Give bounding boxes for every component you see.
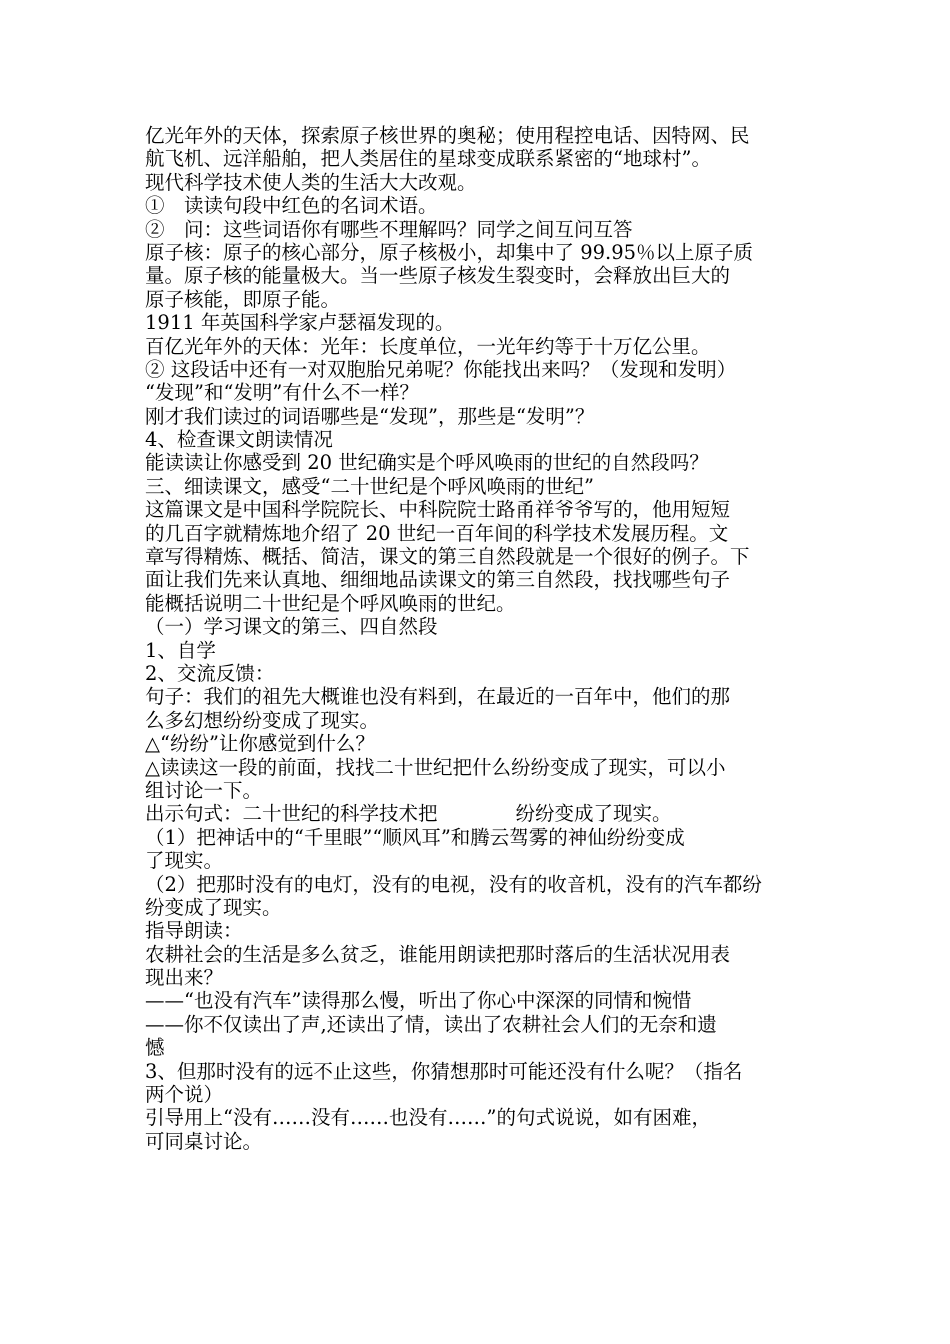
list-item: 1、自学: [145, 638, 216, 662]
text-line: 刚才我们读过的词语哪些是“发现”，那些是“发明”？: [145, 404, 595, 428]
list-item: ② 问：这些词语你有哪些不理解吗？同学之间互问互答: [145, 217, 633, 241]
text-line: 原子核：原子的核心部分，原子核极小，却集中了 99.95％以上原子质: [145, 240, 754, 264]
text-line: 了现实。: [145, 849, 224, 873]
section-heading: 4、检查课文朗读情况: [145, 428, 333, 452]
text-line: 能读读让你感受到 20 世纪确实是个呼风唤雨的世纪的自然段吗？: [145, 451, 709, 475]
text-line: △读读这一段的前面，找找二十世纪把什么纷纷变成了现实，可以小: [145, 755, 726, 779]
text-line: 亿光年外的天体，探索原子核世界的奥秘；使用程控电话、因特网、民: [145, 124, 750, 147]
text-line: 组讨论一下。: [145, 778, 263, 802]
text-line: 现出来？: [145, 966, 224, 990]
text-line: ——“也没有汽车”读得那么慢，听出了你心中深深的同情和惋惜: [145, 989, 692, 1013]
section-heading: （一）学习课文的第三、四自然段: [145, 615, 438, 639]
text-line: “发现”和“发明”有什么不一样？: [145, 381, 419, 405]
text-line: △“纷纷”让你感觉到什么？: [145, 732, 375, 756]
list-item: 3、但那时没有的远不止这些，你猜想那时可能还没有什么呢？（指名: [145, 1059, 743, 1083]
text-line: ② 这段话中还有一对双胞胎兄弟呢？你能找出来吗？（发现和发明）: [145, 357, 737, 381]
list-item: （1）把神话中的“千里眼”“顺风耳”和腾云驾雾的神仙纷纷变成: [145, 825, 685, 849]
document-page: [145, 124, 810, 1153]
text-line: 纷变成了现实。: [145, 895, 282, 919]
list-item: （2）把那时没有的电灯，没有的电视，没有的收音机，没有的汽车都纷: [145, 872, 762, 896]
text-line: 的几百字就精炼地介绍了 20 世纪一百年间的科学技术发展历程。文: [145, 521, 729, 545]
text-line: 现代科学技术使人类的生活大大改观。: [145, 170, 477, 194]
text-line: 憾: [145, 1036, 165, 1060]
list-item: 2、交流反馈：: [145, 661, 275, 685]
list-item: ① 读读句段中红色的名词术语。: [145, 194, 438, 218]
text-line: 这篇课文是中国科学院院长、中科院院士路甬祥爷爷写的，他用短短: [145, 498, 731, 522]
section-heading: 三、细读课文，感受“二十世纪是个呼风唤雨的世纪”: [145, 474, 594, 498]
text-line: ——你不仅读出了声,还读出了情，读出了农耕社会人们的无奈和遗: [145, 1012, 717, 1036]
text-line: 航飞机、远洋船舶，把人类居住的星球变成联系紧密的“地球村”。: [145, 147, 711, 171]
text-line: 面让我们先来认真地、细细地品读课文的第三自然段，找找哪些句子: [145, 568, 731, 592]
text-line: 引导用上“没有……没有……也没有……”的句式说说，如有困难，: [145, 1106, 711, 1130]
text-line: 1911 年英国科学家卢瑟福发现的。: [145, 311, 455, 335]
text-line: 章写得精炼、概括、简洁，课文的第三自然段就是一个很好的例子。下: [145, 545, 750, 569]
text-line: 句子：我们的祖先大概谁也没有料到，在最近的一百年中，他们的那: [145, 685, 731, 709]
text-line: 指导朗读：: [145, 919, 243, 943]
text-line: 能概括说明二十世纪是个呼风唤雨的世纪。: [145, 591, 516, 615]
text-line: 两个说）: [145, 1083, 224, 1107]
text-line: 农耕社会的生活是多么贫乏，谁能用朗读把那时落后的生活状况用表: [145, 942, 731, 966]
text-line: 么多幻想纷纷变成了现实。: [145, 708, 380, 732]
text-line: 原子核能，即原子能。: [145, 287, 341, 311]
text-line: 量。原子核的能量极大。当一些原子核发生裂变时，会释放出巨大的: [145, 264, 731, 288]
text-line: 百亿光年外的天体：光年：长度单位，一光年约等于十万亿公里。: [145, 334, 711, 358]
text-line: 可同桌讨论。: [145, 1129, 263, 1153]
text-line: 出示句式：二十世纪的科学技术把 纷纷变成了现实。: [145, 802, 672, 826]
